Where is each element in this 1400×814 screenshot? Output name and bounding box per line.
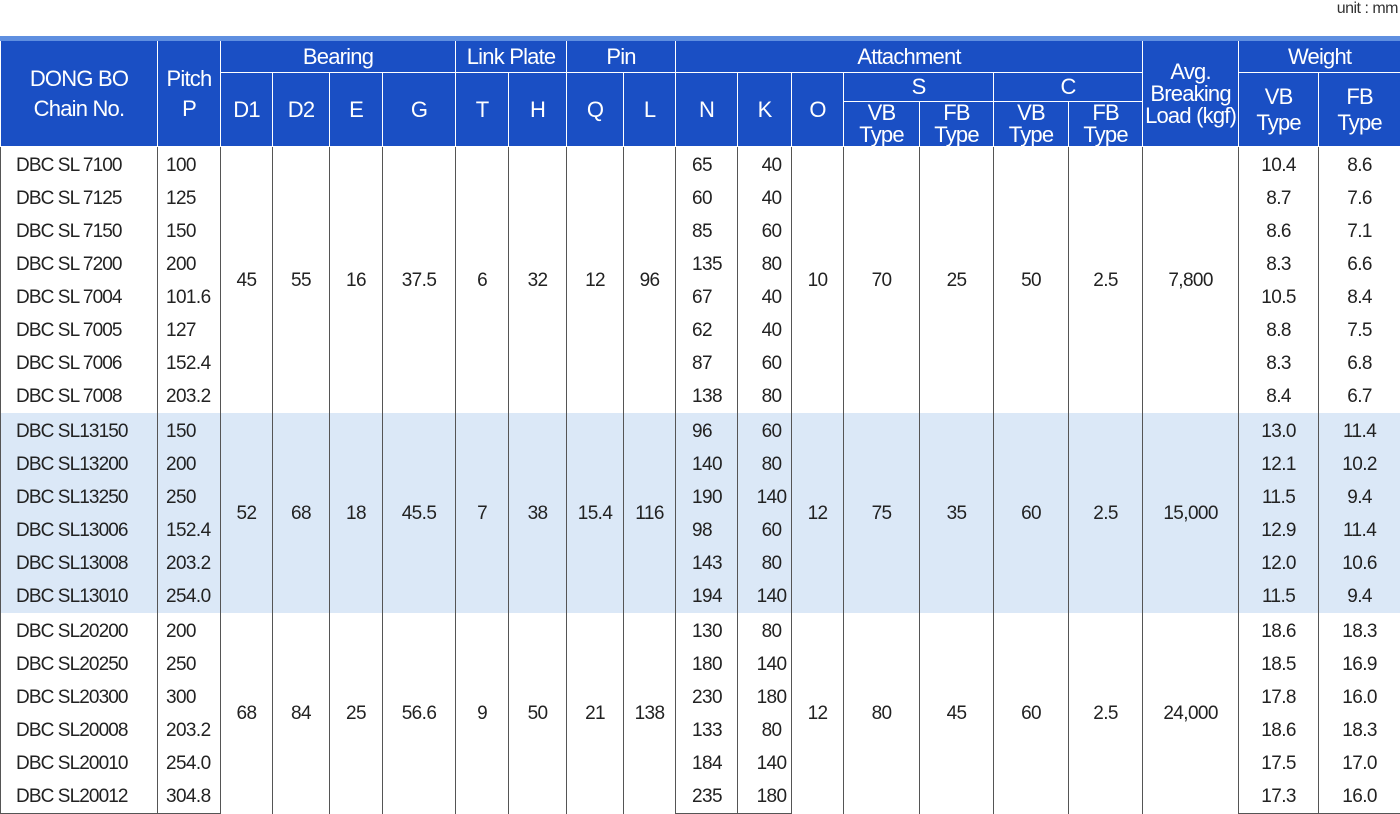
weight-fb-cell: 8.4: [1319, 281, 1400, 314]
n-cell: 235: [676, 780, 738, 814]
s-fb-cell: 45: [920, 613, 994, 814]
weight-vb-cell: 12.9: [1239, 514, 1319, 547]
pitch-cell: 100: [158, 147, 221, 183]
k-cell: 180: [738, 780, 792, 814]
chain-no-cell: DBC SL 7100: [1, 147, 158, 183]
table-row: [1, 147, 1400, 183]
header-chain-no-line1: DONG BO: [1, 68, 157, 90]
weight-vb-cell: 10.4: [1239, 147, 1319, 183]
table-row: [1, 413, 1400, 448]
k-cell: 140: [738, 481, 792, 514]
weight-fb-cell: 6.8: [1319, 347, 1400, 380]
header-attachment: Attachment: [676, 39, 1143, 73]
weight-vb-cell: 17.3: [1239, 780, 1319, 814]
weight-fb-cell: 16.0: [1319, 780, 1400, 814]
e-cell: 25: [330, 613, 383, 814]
chain-no-cell: DBC SL20200: [1, 613, 158, 648]
weight-vb-cell: 8.3: [1239, 248, 1319, 281]
weight-vb-cell: 8.4: [1239, 380, 1319, 413]
t-cell: 7: [456, 413, 509, 613]
chain-no-cell: DBC SL13150: [1, 413, 158, 448]
weight-vb-cell: 11.5: [1239, 481, 1319, 514]
k-cell: 180: [738, 681, 792, 714]
weight-vb-cell: 12.0: [1239, 547, 1319, 580]
chain-no-cell: DBC SL20012: [1, 780, 158, 814]
header-g: G: [383, 73, 456, 147]
header-chain-no: [1, 39, 158, 147]
weight-fb-cell: 7.1: [1319, 215, 1400, 248]
pitch-cell: 250: [158, 648, 221, 681]
k-cell: 140: [738, 648, 792, 681]
pitch-cell: 203.2: [158, 380, 221, 413]
header-d2: D2: [273, 73, 330, 147]
k-cell: 60: [738, 514, 792, 547]
header-pitch: [158, 39, 221, 147]
header-n: N: [676, 73, 738, 147]
n-cell: 62: [676, 314, 738, 347]
d2-cell: 55: [273, 147, 330, 414]
header-s-vb-type: VB Type: [844, 102, 920, 147]
e-cell: 16: [330, 147, 383, 414]
s-vb-cell: 80: [844, 613, 920, 814]
s-vb-cell: 70: [844, 147, 920, 414]
group-sl13000: [1, 413, 1400, 613]
k-cell: 80: [738, 248, 792, 281]
n-cell: 65: [676, 147, 738, 183]
h-cell: 50: [509, 613, 567, 814]
k-cell: 60: [738, 347, 792, 380]
weight-fb-cell: 18.3: [1319, 613, 1400, 648]
n-cell: 67: [676, 281, 738, 314]
table-row: [1, 613, 1400, 648]
n-cell: 98: [676, 514, 738, 547]
d1-cell: 45: [221, 147, 273, 414]
h-cell: 32: [509, 147, 567, 414]
l-cell: 138: [624, 613, 676, 814]
n-cell: 85: [676, 215, 738, 248]
k-cell: 40: [738, 182, 792, 215]
header-bearing: Bearing: [221, 39, 456, 73]
header-weight-vb: [1239, 73, 1319, 147]
chain-no-cell: DBC SL 7008: [1, 380, 158, 413]
n-cell: 138: [676, 380, 738, 413]
c-vb-cell: 60: [994, 413, 1069, 613]
d2-cell: 68: [273, 413, 330, 613]
header-load-line3: Load (kgf): [1143, 105, 1238, 127]
g-cell: 37.5: [383, 147, 456, 414]
chain-spec-table: [0, 36, 1400, 814]
weight-fb-cell: 6.7: [1319, 380, 1400, 413]
group-sl7000: [1, 147, 1400, 414]
n-cell: 130: [676, 613, 738, 648]
q-cell: 21: [567, 613, 624, 814]
g-cell: 45.5: [383, 413, 456, 613]
header-weight-fb-line1: FB: [1319, 86, 1400, 108]
weight-vb-cell: 8.3: [1239, 347, 1319, 380]
chain-no-cell: DBC SL20008: [1, 714, 158, 747]
t-cell: 6: [456, 147, 509, 414]
k-cell: 40: [738, 314, 792, 347]
l-cell: 96: [624, 147, 676, 414]
header-weight-fb: [1319, 73, 1400, 147]
weight-fb-cell: 11.4: [1319, 413, 1400, 448]
pitch-cell: 203.2: [158, 714, 221, 747]
pitch-cell: 203.2: [158, 547, 221, 580]
k-cell: 80: [738, 448, 792, 481]
c-fb-cell: 2.5: [1069, 413, 1143, 613]
header-l: L: [624, 73, 676, 147]
o-cell: 12: [792, 413, 844, 613]
header-link-plate: Link Plate: [456, 39, 567, 73]
k-cell: 40: [738, 281, 792, 314]
e-cell: 18: [330, 413, 383, 613]
h-cell: 38: [509, 413, 567, 613]
pitch-cell: 150: [158, 413, 221, 448]
header-s-fb-type: FB Type: [920, 102, 994, 147]
header-k: K: [738, 73, 792, 147]
pitch-cell: 300: [158, 681, 221, 714]
header-weight-vb-line2: Type: [1239, 112, 1318, 134]
header-q: Q: [567, 73, 624, 147]
c-vb-cell: 60: [994, 613, 1069, 814]
n-cell: 60: [676, 182, 738, 215]
weight-vb-cell: 8.7: [1239, 182, 1319, 215]
n-cell: 230: [676, 681, 738, 714]
n-cell: 140: [676, 448, 738, 481]
n-cell: 194: [676, 580, 738, 613]
weight-fb-cell: 9.4: [1319, 580, 1400, 613]
o-cell: 10: [792, 147, 844, 414]
g-cell: 56.6: [383, 613, 456, 814]
k-cell: 140: [738, 580, 792, 613]
weight-fb-cell: 10.2: [1319, 448, 1400, 481]
weight-fb-cell: 16.0: [1319, 681, 1400, 714]
c-fb-cell: 2.5: [1069, 147, 1143, 414]
t-cell: 9: [456, 613, 509, 814]
chain-no-cell: DBC SL20300: [1, 681, 158, 714]
pitch-cell: 304.8: [158, 780, 221, 814]
weight-fb-cell: 17.0: [1319, 747, 1400, 780]
chain-no-cell: DBC SL 7150: [1, 215, 158, 248]
header-pin: Pin: [567, 39, 676, 73]
chain-no-cell: DBC SL13200: [1, 448, 158, 481]
k-cell: 60: [738, 413, 792, 448]
header-load-line2: Breaking: [1143, 83, 1238, 105]
pitch-cell: 200: [158, 448, 221, 481]
pitch-cell: 125: [158, 182, 221, 215]
weight-vb-cell: 13.0: [1239, 413, 1319, 448]
header-s: S: [844, 73, 994, 102]
pitch-cell: 250: [158, 481, 221, 514]
pitch-cell: 254.0: [158, 580, 221, 613]
load-cell: 15,000: [1143, 413, 1239, 613]
header-weight-fb-line2: Type: [1319, 112, 1400, 134]
header-h: H: [509, 73, 567, 147]
weight-vb-cell: 18.6: [1239, 613, 1319, 648]
header-weight-vb-line1: VB: [1239, 86, 1318, 108]
chain-no-cell: DBC SL20010: [1, 747, 158, 780]
weight-vb-cell: 12.1: [1239, 448, 1319, 481]
weight-vb-cell: 8.6: [1239, 215, 1319, 248]
header-chain-no-line2: Chain No.: [1, 98, 157, 120]
weight-fb-cell: 18.3: [1319, 714, 1400, 747]
weight-fb-cell: 6.6: [1319, 248, 1400, 281]
n-cell: 143: [676, 547, 738, 580]
weight-fb-cell: 16.9: [1319, 648, 1400, 681]
n-cell: 184: [676, 747, 738, 780]
c-vb-cell: 50: [994, 147, 1069, 414]
weight-vb-cell: 10.5: [1239, 281, 1319, 314]
pitch-cell: 150: [158, 215, 221, 248]
d2-cell: 84: [273, 613, 330, 814]
chain-no-cell: DBC SL 7006: [1, 347, 158, 380]
l-cell: 116: [624, 413, 676, 613]
d1-cell: 68: [221, 613, 273, 814]
weight-vb-cell: 8.8: [1239, 314, 1319, 347]
n-cell: 190: [676, 481, 738, 514]
pitch-cell: 127: [158, 314, 221, 347]
weight-vb-cell: 17.5: [1239, 747, 1319, 780]
header-c: C: [994, 73, 1143, 102]
pitch-cell: 152.4: [158, 347, 221, 380]
header-d1: D1: [221, 73, 273, 147]
header-t: T: [456, 73, 509, 147]
header-c-vb-type: VB Type: [994, 102, 1069, 147]
weight-fb-cell: 9.4: [1319, 481, 1400, 514]
d1-cell: 52: [221, 413, 273, 613]
k-cell: 80: [738, 380, 792, 413]
n-cell: 135: [676, 248, 738, 281]
weight-vb-cell: 11.5: [1239, 580, 1319, 613]
k-cell: 140: [738, 747, 792, 780]
k-cell: 80: [738, 547, 792, 580]
weight-fb-cell: 7.5: [1319, 314, 1400, 347]
chain-no-cell: DBC SL13006: [1, 514, 158, 547]
n-cell: 133: [676, 714, 738, 747]
header-e: E: [330, 73, 383, 147]
pitch-cell: 254.0: [158, 747, 221, 780]
n-cell: 180: [676, 648, 738, 681]
q-cell: 12: [567, 147, 624, 414]
s-vb-cell: 75: [844, 413, 920, 613]
chain-no-cell: DBC SL 7200: [1, 248, 158, 281]
c-fb-cell: 2.5: [1069, 613, 1143, 814]
weight-fb-cell: 11.4: [1319, 514, 1400, 547]
weight-fb-cell: 10.6: [1319, 547, 1400, 580]
s-fb-cell: 25: [920, 147, 994, 414]
header-pitch-line2: P: [158, 98, 220, 120]
weight-vb-cell: 17.8: [1239, 681, 1319, 714]
weight-fb-cell: 7.6: [1319, 182, 1400, 215]
pitch-cell: 200: [158, 613, 221, 648]
load-cell: 24,000: [1143, 613, 1239, 814]
o-cell: 12: [792, 613, 844, 814]
weight-vb-cell: 18.6: [1239, 714, 1319, 747]
pitch-cell: 152.4: [158, 514, 221, 547]
k-cell: 80: [738, 613, 792, 648]
pitch-cell: 101.6: [158, 281, 221, 314]
header-pitch-line1: Pitch: [158, 68, 220, 90]
pitch-cell: 200: [158, 248, 221, 281]
weight-vb-cell: 18.5: [1239, 648, 1319, 681]
header-o: O: [792, 73, 844, 147]
chain-no-cell: DBC SL13010: [1, 580, 158, 613]
weight-fb-cell: 8.6: [1319, 147, 1400, 183]
k-cell: 60: [738, 215, 792, 248]
header-weight: Weight: [1239, 39, 1400, 73]
q-cell: 15.4: [567, 413, 624, 613]
chain-no-cell: DBC SL13008: [1, 547, 158, 580]
table-header: [1, 39, 1400, 147]
chain-no-cell: DBC SL13250: [1, 481, 158, 514]
header-breaking-load: [1143, 39, 1239, 147]
n-cell: 87: [676, 347, 738, 380]
group-sl20000: [1, 613, 1400, 814]
k-cell: 40: [738, 147, 792, 183]
load-cell: 7,800: [1143, 147, 1239, 414]
unit-label: unit : mm: [1337, 0, 1400, 24]
chain-no-cell: DBC SL20250: [1, 648, 158, 681]
chain-no-cell: DBC SL 7004: [1, 281, 158, 314]
header-c-fb-type: FB Type: [1069, 102, 1143, 147]
chain-no-cell: DBC SL 7005: [1, 314, 158, 347]
k-cell: 80: [738, 714, 792, 747]
s-fb-cell: 35: [920, 413, 994, 613]
chain-no-cell: DBC SL 7125: [1, 182, 158, 215]
n-cell: 96: [676, 413, 738, 448]
header-load-line1: Avg.: [1143, 61, 1238, 83]
